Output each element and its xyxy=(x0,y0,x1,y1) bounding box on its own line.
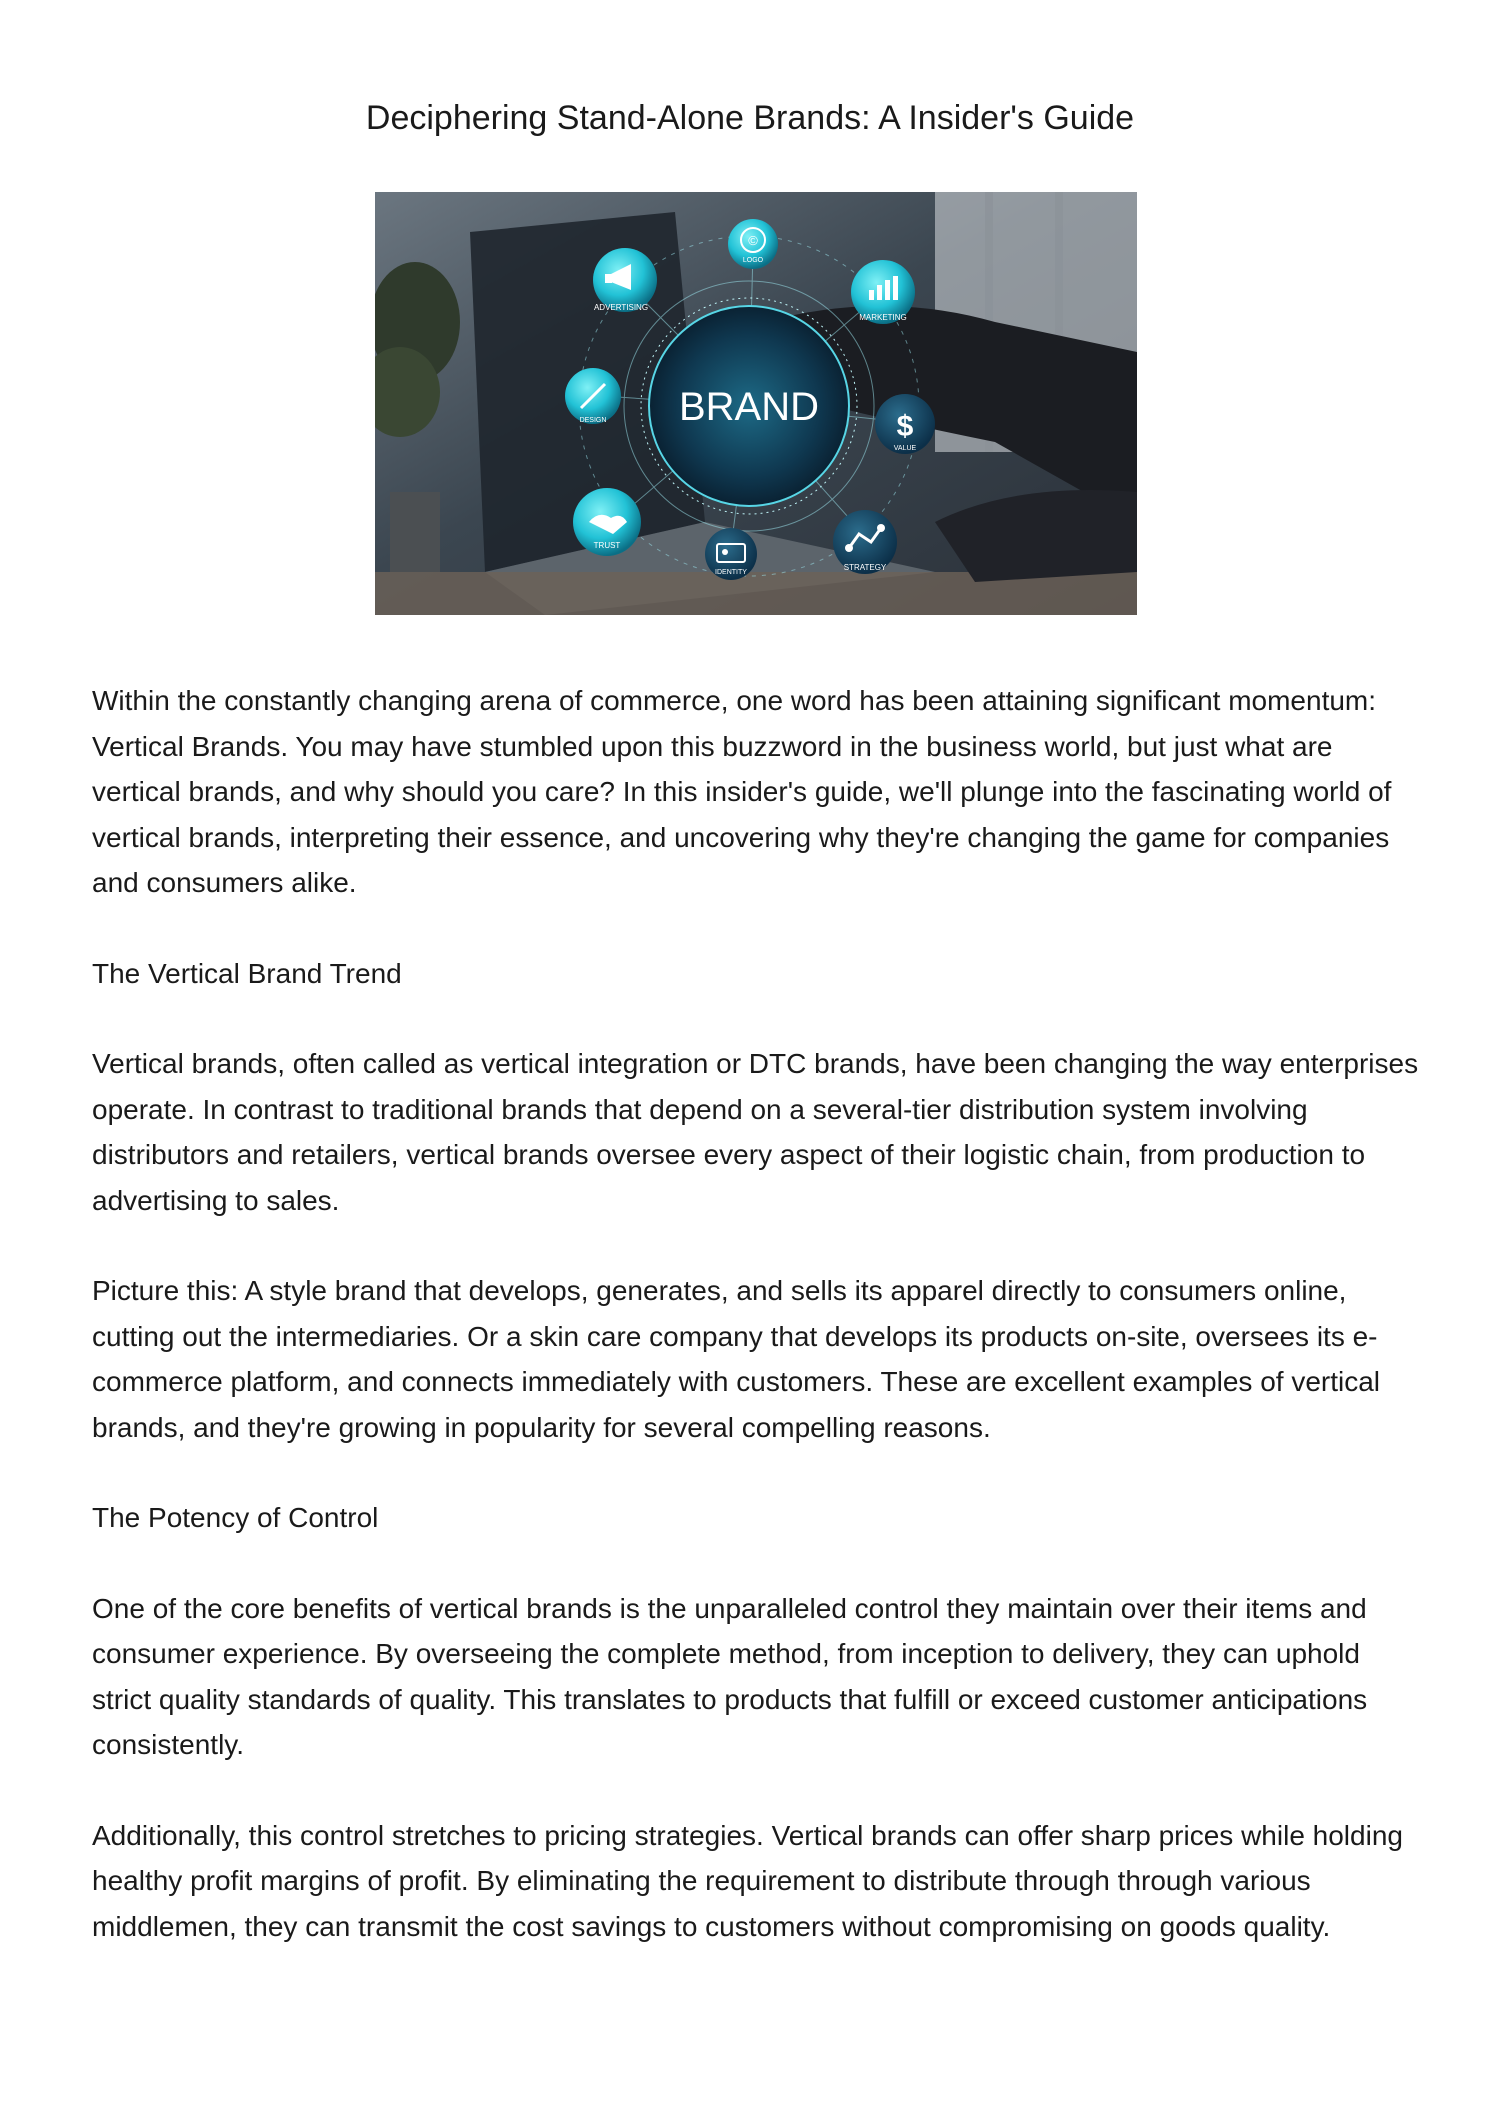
hero-image xyxy=(375,192,1137,615)
icon-label-value: VALUE xyxy=(893,445,917,452)
brand-concept-illustration xyxy=(375,192,1137,615)
document-title: Deciphering Stand-Alone Brands: A Insider's Guide xyxy=(365,99,1135,137)
icon-label-identity: IDENTITY xyxy=(715,569,747,576)
section-heading-vertical-brand-trend: The Vertical Brand Trend xyxy=(92,957,402,989)
value-icon xyxy=(875,394,935,454)
article-body xyxy=(92,678,1422,1994)
strategy-icon xyxy=(833,510,897,574)
design-icon xyxy=(565,368,621,424)
brand-label: BRAND xyxy=(678,385,820,429)
svg-text:$: $ xyxy=(896,410,914,443)
paragraph-core-benefits: One of the core benefits of vertical brands is the unparalleled control they maintain over their items and consumer experience. By overseeing the complete method, from inception to delivery, they can uphold strict quality standards of quality. This translates to products that fulfill or exceed customer anticipations consistently. xyxy=(92,1592,1368,1760)
icon-label-advertising: ADVERTISING xyxy=(593,303,649,312)
intro-paragraph: Within the constantly changing arena of commerce, one word has been attaining significant momentum: Vertical Brands. You may have stumbled upon this buzzword in the business world, but just what are vertical brands, and why should you care? In this insider's guide, we'll plunge into the fascinating world of vertical brands, interpreting their essence, and uncovering why they're changing the game for companies and consumers alike. xyxy=(92,685,1392,898)
icon-label-marketing: MARKETING xyxy=(859,313,907,322)
icon-label-strategy: STRATEGY xyxy=(843,563,887,572)
section-heading-potency-of-control: The Potency of Control xyxy=(92,1502,379,1533)
icon-label-trust: TRUST xyxy=(593,541,621,550)
icon-label-logo: LOGO xyxy=(742,257,764,264)
advertising-icon xyxy=(593,248,657,312)
paragraph-pricing-control: Additionally, this control stretches to pricing strategies. Vertical brands can offer sharp prices while holding healthy profit margins of profit. By eliminating the requirement to distribute through through various middlemen, they can transmit the cost savings to customers without compromising on goods quality. xyxy=(92,1819,1403,1942)
paragraph-vertical-brands-definition: Vertical brands, often called as vertical integration or DTC brands, have been changing the way enterprises operate. In contrast to traditional brands that depend on a several-tier distribution system involving distributors and retailers, vertical brands oversee every aspect of their logistic chain, from production to advertising to sales. xyxy=(92,1048,1419,1216)
identity-icon xyxy=(705,528,757,580)
marketing-icon xyxy=(851,260,915,324)
logo-icon xyxy=(728,219,778,269)
trust-icon xyxy=(573,488,641,556)
icon-label-design: DESIGN xyxy=(579,417,607,424)
svg-text:©: © xyxy=(748,233,758,248)
paragraph-picture-this: Picture this: A style brand that develops, generates, and sells its apparel directly to consumers online, cutting out the intermediaries. Or a skin care company that develops its products on-site, oversees its e-commerce platform, and connects immediately with customers. These are excellent examples of vertical brands, and they're growing in popularity for several compelling reasons. xyxy=(92,1275,1381,1443)
